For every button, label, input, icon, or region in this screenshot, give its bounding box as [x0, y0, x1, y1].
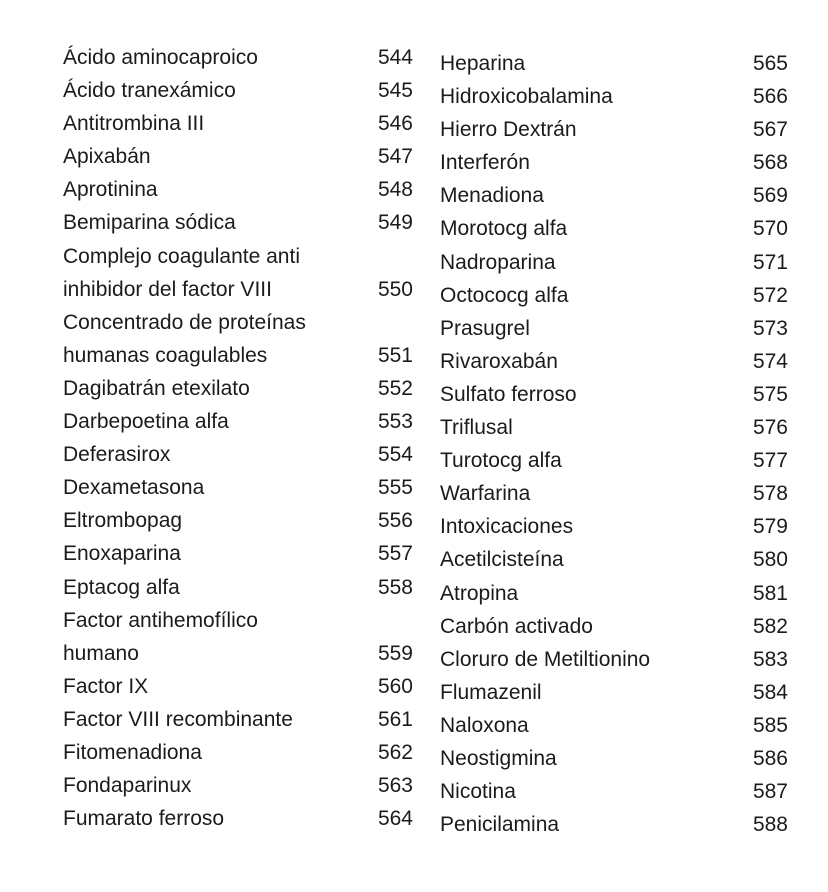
entry-name: Bemiparina sódica	[63, 211, 236, 235]
entry-page-number: 582	[752, 614, 788, 638]
entry-page-number: 546	[377, 112, 413, 136]
entry-name: Heparina	[440, 52, 526, 75]
index-entry	[440, 610, 792, 643]
index-entry	[440, 279, 792, 312]
entry-page-number: 566	[752, 85, 788, 109]
entry-name: Aprotinina	[63, 178, 158, 202]
entry-name: Fondaparinux	[63, 774, 192, 798]
index-entry	[63, 206, 415, 239]
entry-name: Turotocg alfa	[440, 449, 562, 473]
index-entry	[63, 571, 415, 604]
index-entry	[440, 345, 792, 378]
index-entry	[63, 736, 415, 769]
index-entry	[440, 312, 792, 345]
entry-page-number: 565	[752, 52, 788, 75]
index-entry	[63, 438, 415, 471]
entry-page-number: 555	[377, 476, 413, 500]
entry-name: Fumarato ferroso	[63, 807, 225, 831]
index-entry	[440, 47, 792, 80]
entry-name: Factor VIII recombinante	[63, 707, 293, 731]
entry-name: Sulfato ferroso	[440, 382, 577, 406]
entry-page-number: 580	[752, 548, 788, 572]
index-right-column	[440, 47, 792, 841]
entry-name: Intoxicaciones	[440, 515, 574, 539]
index-entry	[440, 246, 792, 279]
entry-page-number: 575	[752, 382, 788, 406]
entry-page-number: 549	[377, 211, 413, 235]
entry-name: Octococg alfa	[440, 283, 569, 307]
entry-name: Warfarina	[440, 482, 531, 506]
entry-page-number: 579	[752, 515, 788, 539]
index-entry	[440, 742, 792, 775]
index-entry	[63, 769, 415, 802]
entry-page-number: 560	[377, 674, 413, 698]
entry-page-number: 572	[752, 283, 788, 307]
entry-name: Menadiona	[440, 184, 544, 208]
index-entry	[63, 471, 415, 504]
entry-name: Flumazenil	[440, 680, 542, 704]
entry-page-number: 574	[752, 349, 788, 373]
index-entry	[440, 146, 792, 179]
index-entry	[440, 411, 792, 444]
entry-name: Dagibatrán etexilato	[63, 376, 250, 400]
entry-page-number: 559	[377, 641, 413, 665]
entry-name: Prasugrel	[440, 316, 530, 340]
entry-name: Eptacog alfa	[63, 575, 180, 599]
index-entry	[63, 405, 415, 438]
entry-page-number: 587	[752, 780, 788, 804]
index-entry	[440, 709, 792, 742]
index-entry	[63, 107, 415, 140]
index-entry	[63, 670, 415, 703]
entry-name: Enoxaparina	[63, 542, 181, 566]
entry-page-number: 551	[377, 343, 413, 367]
entry-name: Deferasirox	[63, 443, 171, 467]
entry-page-number: 586	[752, 746, 788, 770]
entry-name: Complejo coagulante anti inhibidor del factor VIII	[63, 244, 300, 301]
index-entry	[63, 74, 415, 107]
index-entry	[63, 240, 415, 306]
entry-page-number: 567	[752, 118, 788, 142]
entry-page-number: 562	[377, 740, 413, 764]
entry-page-number: 558	[377, 575, 413, 599]
entry-page-number: 576	[752, 416, 788, 440]
entry-page-number: 548	[377, 178, 413, 202]
entry-name: Factor antihemofílico humano	[63, 608, 258, 665]
index-entry	[440, 775, 792, 808]
entry-name: Hierro Dextrán	[440, 118, 577, 142]
entry-page-number: 557	[377, 542, 413, 566]
entry-name: Dexametasona	[63, 476, 205, 500]
index-entry	[440, 543, 792, 576]
entry-page-number: 556	[377, 509, 413, 533]
index-entry	[63, 504, 415, 537]
index-entry	[440, 378, 792, 411]
entry-page-number: 553	[377, 410, 413, 434]
entry-page-number: 583	[752, 647, 788, 671]
entry-name: Ácido aminocaproico	[63, 46, 258, 69]
entry-name: Nadroparina	[440, 250, 556, 274]
index-entry	[63, 537, 415, 570]
entry-page-number: 584	[752, 680, 788, 704]
entry-page-number: 544	[377, 46, 413, 69]
entry-name: Ácido tranexámico	[63, 79, 236, 103]
entry-page-number: 573	[752, 316, 788, 340]
index-entry	[440, 80, 792, 113]
entry-name: Atropina	[440, 581, 519, 605]
index-entry	[440, 212, 792, 245]
entry-name: Cloruro de Metiltionino	[440, 647, 651, 671]
entry-page-number: 588	[752, 813, 788, 837]
entry-page-number: 581	[752, 581, 788, 605]
entry-name: Eltrombopag	[63, 509, 183, 533]
index-entry	[63, 802, 415, 835]
index-entry	[63, 306, 415, 372]
entry-page-number: 563	[377, 774, 413, 798]
entry-page-number: 554	[377, 443, 413, 467]
entry-name: Fitomenadiona	[63, 740, 202, 764]
index-left-column	[63, 41, 415, 835]
entry-page-number: 570	[752, 217, 788, 241]
entry-name: Rivaroxabán	[440, 349, 558, 373]
entry-name: Antitrombina III	[63, 112, 205, 136]
entry-page-number: 577	[752, 449, 788, 473]
entry-page-number: 547	[377, 145, 413, 169]
index-entry	[63, 703, 415, 736]
index-entry	[440, 510, 792, 543]
entry-name: Factor IX	[63, 674, 149, 698]
index-entry	[440, 477, 792, 510]
entry-name: Morotocg alfa	[440, 217, 568, 241]
entry-name: Penicilamina	[440, 813, 560, 837]
entry-page-number: 561	[377, 707, 413, 731]
index-entry	[63, 604, 415, 670]
index-entry	[63, 372, 415, 405]
index-entry	[63, 41, 415, 74]
entry-page-number: 568	[752, 151, 788, 175]
entry-page-number: 578	[752, 482, 788, 506]
entry-page-number: 550	[377, 277, 413, 301]
entry-name: Interferón	[440, 151, 530, 175]
entry-page-number: 545	[377, 79, 413, 103]
index-entry	[440, 577, 792, 610]
entry-name: Naloxona	[440, 713, 529, 737]
entry-name: Neostigmina	[440, 746, 557, 770]
entry-name: Acetilcisteína	[440, 548, 564, 572]
entry-page-number: 569	[752, 184, 788, 208]
entry-name: Carbón activado	[440, 614, 593, 638]
entry-page-number: 564	[377, 807, 413, 831]
entry-name: Darbepoetina alfa	[63, 410, 229, 434]
entry-page-number: 552	[377, 376, 413, 400]
entry-name: Triflusal	[440, 416, 513, 440]
entry-name: Hidroxicobalamina	[440, 85, 613, 109]
index-entry	[440, 444, 792, 477]
index-entry	[440, 643, 792, 676]
index-entry	[440, 179, 792, 212]
entry-page-number: 585	[752, 713, 788, 737]
index-entry	[440, 113, 792, 146]
index-entry	[440, 676, 792, 709]
index-entry	[63, 173, 415, 206]
index-entry	[440, 808, 792, 841]
entry-name: Apixabán	[63, 145, 151, 169]
entry-name: Concentrado de proteínas humanas coagulables	[63, 310, 306, 367]
entry-page-number: 571	[752, 250, 788, 274]
index-entry	[63, 140, 415, 173]
entry-name: Nicotina	[440, 780, 516, 804]
